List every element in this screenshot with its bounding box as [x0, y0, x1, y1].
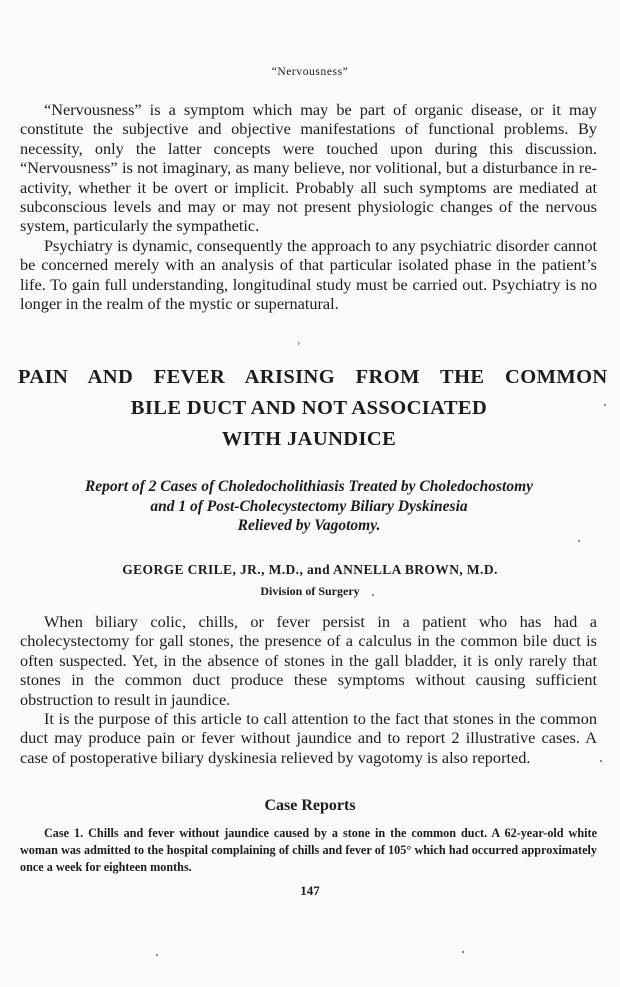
title-line: BILE DUCT AND NOT ASSOCIATED	[130, 397, 488, 419]
paragraph: Psychiatry is dynamic, consequently the approach to any psychiatric disorder cannot be concerned merely with an analysis of that particular isolated phase in the patient’s life. To gain full understanding, longitudinal study must be carried out. Psychiatry is no longer in the realm of the mystic or supernatural.	[20, 235, 597, 314]
scan-speck	[600, 760, 602, 762]
paragraph: It is the purpose of this article to call attention to the fact that stones in the common duct may produce pain or fever without jaundice and to report 2 illustrative cases. A case of postoperative biliary dyskinesia relieved by vagotomy is also reported.	[20, 709, 597, 767]
subtitle-line: and 1 of Post-Cholecystectomy Biliary Dyskinesia	[150, 497, 468, 515]
article-title	[18, 362, 608, 455]
title-line: WITH JAUNDICE	[221, 428, 397, 450]
previous-article-text	[20, 100, 597, 313]
article-body	[20, 612, 597, 767]
article-subtitle	[18, 477, 600, 536]
stray-mark: ›	[297, 338, 301, 349]
scan-speck	[462, 951, 464, 953]
subtitle-line: Report of 2 Cases of Choledocholithiasis Treated by Choledochostomy	[84, 478, 534, 495]
scan-speck	[578, 540, 580, 542]
authors-line: GEORGE CRILE, JR., M.D., and ANNELLA BROWN, M.D.	[122, 562, 498, 577]
page-number: 147	[300, 883, 320, 898]
paragraph: “Nervousness” is a symptom which may be part of organic disease, or it may constitute the subjective and objective manifestations of functional problems. By necessity, only the latter concepts were touched upon during this discussion. “Nervousness” is not imaginary, as many believe, nor volitional, but a disturbance in re-activity, whether it be overt or implicit. Probably all such symptoms are mediated at subconscious levels and may or may not present physiologic changes of the nervous system, particularly the sympathetic.	[20, 100, 597, 236]
scan-speck	[372, 594, 374, 596]
scan-speck	[604, 404, 606, 406]
title-line: PAIN AND FEVER ARISING FROM THE COMMON	[18, 366, 608, 388]
division-line: Division of Surgery	[260, 584, 360, 598]
scan-speck	[156, 954, 158, 956]
subtitle-line: Relieved by Vagotomy.	[237, 517, 381, 534]
paragraph: When biliary colic, chills, or fever persist in a patient who has had a cholecystectomy for gall stones, the presence of a calculus in the common bile duct is often suspected. Yet, in the absence of stones in the gall bladder, it is only rarely that stones in the common duct produce these symptoms without causing sufficient obstruction to result in jaundice.	[20, 612, 597, 709]
running-head: “Nervousness”	[271, 66, 349, 78]
section-heading: Case Reports	[264, 797, 356, 814]
case-report-text	[20, 825, 597, 876]
paragraph: Case 1. Chills and fever without jaundice caused by a stone in the common duct. A 62-year-old white woman was admitted to the hospital complaining of chills and fever of 105° which had occurred approximately once a week for eighteen months.	[20, 826, 597, 874]
